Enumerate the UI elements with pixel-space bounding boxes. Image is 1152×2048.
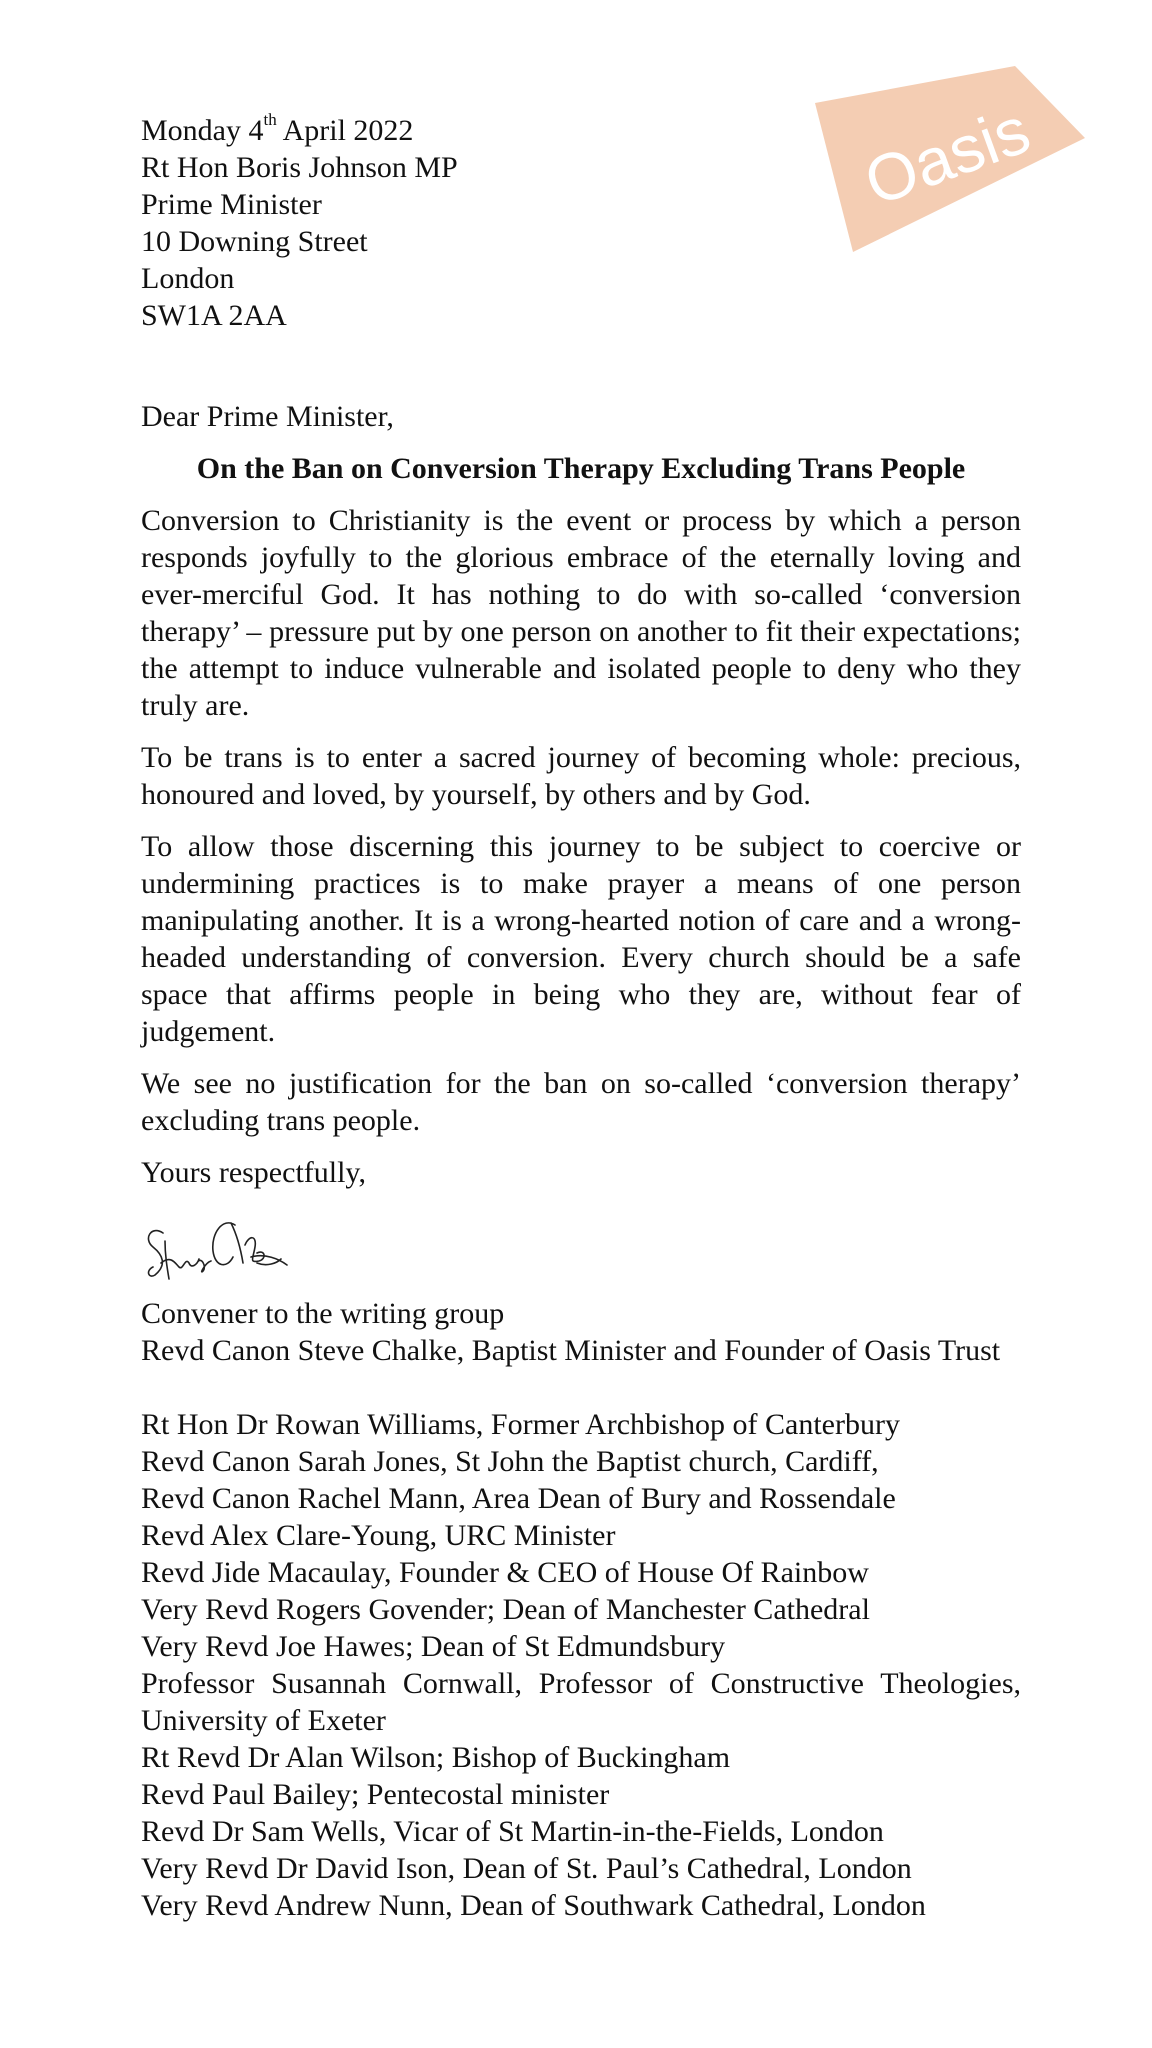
logo-text: Oasis [855, 92, 1039, 220]
recipient-street: 10 Downing Street [141, 225, 368, 258]
signer-name: Revd Canon Steve Chalke, Baptist Minister and Founder of Oasis Trust [141, 1334, 1001, 1367]
signatory: Very Revd Rogers Govender; Dean of Manchester Cathedral [141, 1593, 870, 1626]
recipient-city: London [141, 262, 235, 295]
recipient-address [141, 149, 1021, 334]
signer-role: Convener to the writing group [141, 1297, 505, 1330]
paragraph-2: To be trans is to enter a sacred journey of becoming whole: precious, honoured and loved, by yourself, by others and by God. [141, 741, 1021, 811]
signatory: Very Revd Dr David Ison, Dean of St. Paul’s Cathedral, London [141, 1852, 912, 1885]
date-day: Monday 4 [141, 114, 264, 147]
closing: Yours respectfully, [141, 1156, 366, 1189]
signatory: Rt Hon Dr Rowan Williams, Former Archbishop of Canterbury [141, 1408, 900, 1441]
recipient-name: Rt Hon Boris Johnson MP [141, 151, 458, 184]
paragraph-1: Conversion to Christianity is the event or process by which a person responds joyfully to the glorious embrace of the eternally loving and ever-merciful God. It has nothing to do with so-called ‘conversion therapy’ – pressure put by one person on another to fit their expectations; the attempt to induce vulnerable and isolated people to deny who they truly are. [141, 504, 1021, 722]
signatory: Revd Jide Macaulay, Founder & CEO of House Of Rainbow [141, 1556, 869, 1589]
signatory: Revd Alex Clare-Young, URC Minister [141, 1519, 616, 1552]
letter-subject: On the Ban on Conversion Therapy Excluding Trans People [196, 452, 966, 485]
signatory: Very Revd Andrew Nunn, Dean of Southwark Cathedral, London [141, 1889, 926, 1922]
recipient-postcode: SW1A 2AA [141, 299, 287, 332]
paragraph-3: To allow those discerning this journey to be subject to coercive or undermining practices is to make prayer a means of one person manipulating another. It is a wrong-hearted notion of care and a wrong-headed understanding of conversion. Every church should be a safe space that affirms people in being who they are, without fear of judgement. [141, 830, 1021, 1048]
signatory: Professor Susannah Cornwall, Professor of Constructive Theologies, University of Exeter [141, 1667, 1021, 1737]
letter-body [141, 112, 1021, 1924]
signatory: Very Revd Joe Hawes; Dean of St Edmundsbury [141, 1630, 726, 1663]
salutation: Dear Prime Minister, [141, 400, 394, 433]
signatory: Rt Revd Dr Alan Wilson; Bishop of Buckingham [141, 1741, 731, 1774]
paragraph-4: We see no justification for the ban on so-called ‘conversion therapy’ excluding trans people. [141, 1067, 1021, 1137]
date-month-year: April 2022 [276, 114, 414, 147]
recipient-title: Prime Minister [141, 188, 322, 221]
date-ordinal: th [263, 110, 277, 129]
signatories-list [141, 1406, 1021, 1924]
signatory: Revd Paul Bailey; Pentecostal minister [141, 1778, 610, 1811]
handwritten-signature [141, 1205, 301, 1295]
date-line [141, 112, 1021, 149]
signatory: Revd Canon Sarah Jones, St John the Baptist church, Cardiff, [141, 1445, 879, 1478]
signatory: Revd Dr Sam Wells, Vicar of St Martin-in-the-Fields, London [141, 1815, 884, 1848]
signatory: Revd Canon Rachel Mann, Area Dean of Bury and Rossendale [141, 1482, 896, 1515]
